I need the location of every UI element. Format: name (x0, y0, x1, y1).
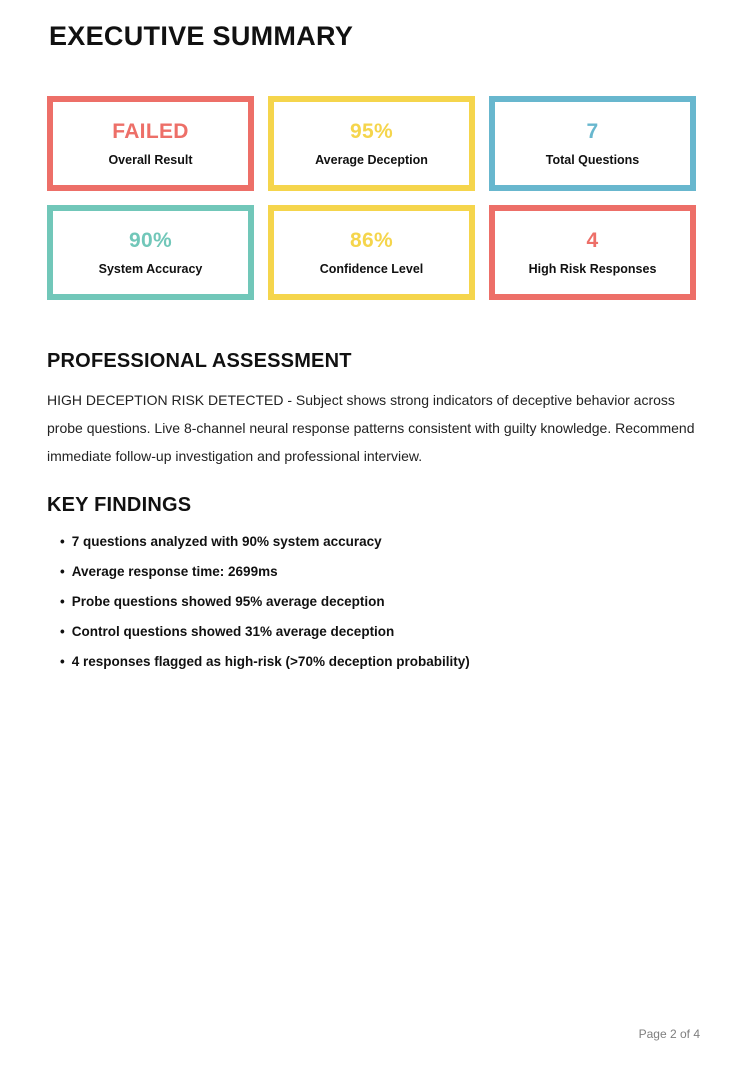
stat-label-total-questions: Total Questions (545, 153, 640, 167)
key-finding-item (60, 654, 696, 669)
key-finding-text: 4 responses flagged as high-risk (>70% deception probability) (71, 654, 470, 669)
key-finding-text: 7 questions analyzed with 90% system accuracy (71, 534, 382, 549)
stat-label-high-risk-responses: High Risk Responses (528, 262, 657, 276)
bullet-icon: • (60, 534, 65, 549)
key-finding-text: Average response time: 2699ms (71, 564, 278, 579)
key-finding-text: Control questions showed 31% average deception (71, 624, 395, 639)
stat-value-system-accuracy: 90% (129, 229, 172, 252)
key-finding-text: Probe questions showed 95% average deception (71, 594, 385, 609)
key-findings-list (47, 534, 696, 669)
bullet-icon: • (60, 564, 65, 579)
key-finding-item (60, 624, 696, 639)
stat-card-total-questions (489, 96, 696, 191)
report-page (0, 21, 743, 669)
stat-label-system-accuracy: System Accuracy (98, 262, 203, 276)
key-finding-item (60, 564, 696, 579)
stat-label-confidence-level: Confidence Level (319, 262, 424, 276)
stat-label-average-deception: Average Deception (315, 153, 428, 167)
stat-card-average-deception (268, 96, 475, 191)
bullet-icon: • (60, 624, 65, 639)
stat-value-high-risk-responses: 4 (586, 229, 599, 252)
stat-value-total-questions: 7 (586, 120, 599, 143)
page-number: Page 2 of 4 (638, 1027, 700, 1041)
stat-value-overall-result: FAILED (112, 120, 189, 143)
key-findings-heading: KEY FINDINGS (47, 494, 192, 516)
bullet-icon: • (60, 594, 65, 609)
stat-card-system-accuracy (47, 205, 254, 300)
stat-value-confidence-level: 86% (350, 229, 393, 252)
stat-value-average-deception: 95% (350, 120, 393, 143)
bullet-icon: • (60, 654, 65, 669)
professional-assessment-heading: PROFESSIONAL ASSESSMENT (47, 350, 352, 372)
stat-label-overall-result: Overall Result (108, 153, 193, 167)
stat-card-grid (47, 96, 696, 300)
page-title: EXECUTIVE SUMMARY (49, 21, 354, 51)
stat-card-high-risk-responses (489, 205, 696, 300)
stat-card-confidence-level (268, 205, 475, 300)
key-finding-item (60, 594, 696, 609)
key-finding-item (60, 534, 696, 549)
professional-assessment-body: HIGH DECEPTION RISK DETECTED - Subject shows strong indicators of deceptive behavior across probe questions. Live 8-channel neural response patterns consistent with guilty knowledge. Recommend immediate follow-up investigation and professional interview. (47, 392, 695, 464)
stat-card-overall-result (47, 96, 254, 191)
